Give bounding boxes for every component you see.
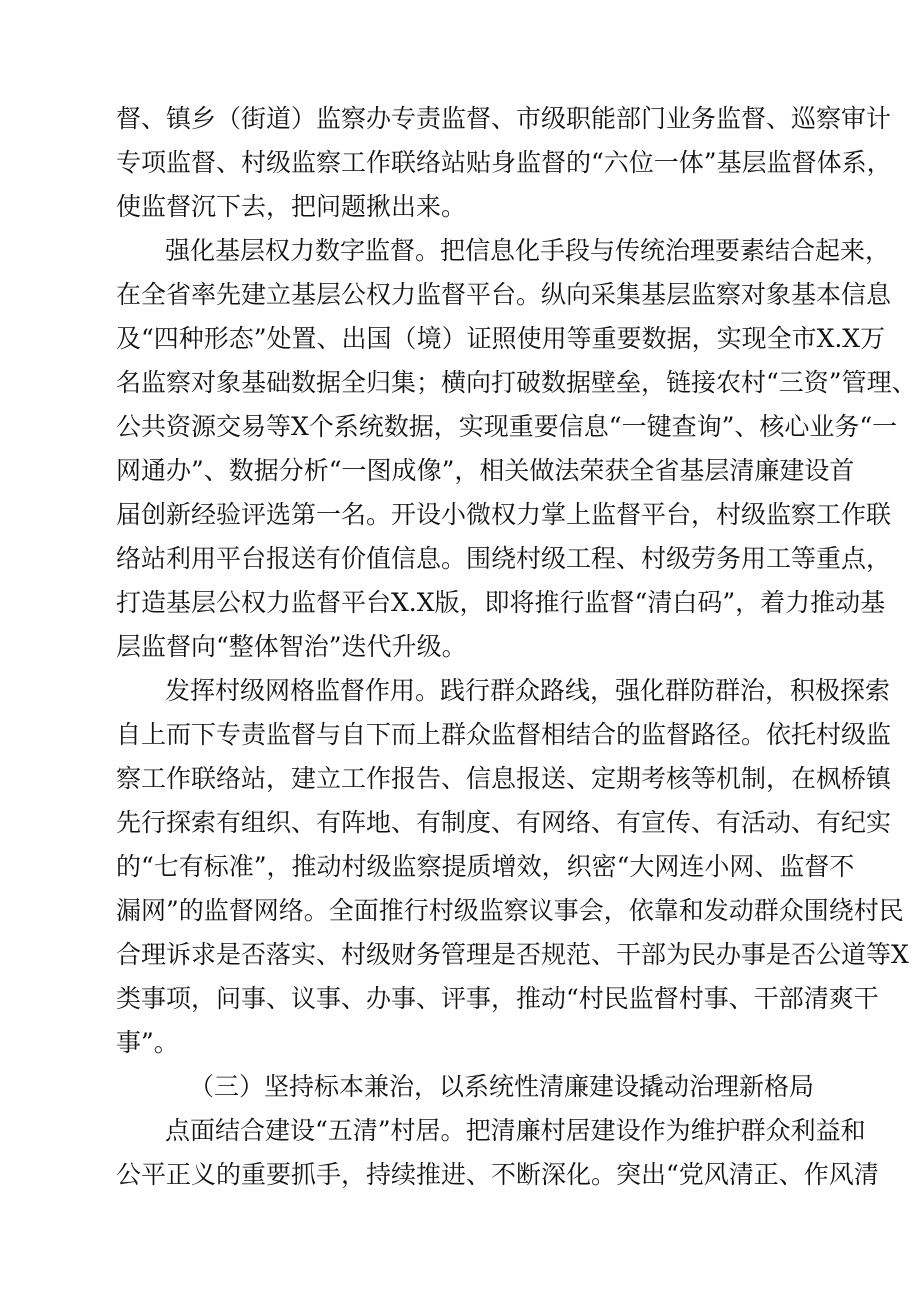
text-line-16: 察工作联络站，建立工作报告、信息报送、定期考核等机制，在枫桥镇 — [116, 764, 892, 793]
section-heading: （三）坚持标本兼治，以系统性清廉建设撬动治理新格局 — [189, 1072, 815, 1101]
text-line-18: 的“七有标准”，推动村级监察提质增效，织密“大网连小网、监督不 — [116, 852, 855, 881]
text-line-19: 漏网”的监督网络。全面推行村级监察议事会，依靠和发动群众围绕村民 — [116, 896, 904, 925]
text-line-7: 名监察对象基础数据全归集；横向打破数据壁垒，链接农村“三资”管理、 — [116, 368, 917, 397]
text-line-5: 在全省率先建立基层公权力监督平台。纵向采集基层监察对象基本信息 — [116, 280, 892, 309]
text-line-15: 自上而下专责监督与自下而上群众监督相结合的监督路径。依托村级监 — [116, 720, 892, 749]
text-line-17: 先行探索有组织、有阵地、有制度、有网络、有宣传、有活动、有纪实 — [116, 808, 892, 837]
text-line-20: 合理诉求是否落实、村级财务管理是否规范、干部为民办事是否公道等X — [116, 940, 909, 969]
text-line-3: 使监督沉下去，把问题揪出来。 — [116, 192, 467, 221]
text-line-9: 网通办”、数据分析“一图成像”，相关做法荣获全省基层清廉建设首 — [116, 456, 855, 485]
text-line-11: 络站利用平台报送有价值信息。围绕村级工程、村级劳务用工等重点， — [116, 544, 892, 573]
text-line-4: 强化基层权力数字监督。把信息化手段与传统治理要素结合起来， — [165, 236, 891, 265]
text-line-12: 打造基层公权力监督平台X.X版，即将推行监督“清白码”，着力推动基 — [116, 588, 886, 617]
text-line-22: 事”。 — [116, 1028, 179, 1057]
text-line-10: 届创新经验评选第一名。开设小微权力掌上监督平台，村级监察工作联 — [116, 500, 892, 529]
text-line-2: 专项监督、村级监察工作联络站贴身监督的“六位一体”基层监督体系， — [116, 148, 892, 177]
text-line-14: 发挥村级网格监督作用。践行群众路线，强化群防群治，积极探索 — [165, 676, 891, 705]
text-line-1: 督、镇乡（街道）监察办专责监督、市级职能部门业务监督、巡察审计 — [116, 104, 892, 133]
text-line-25: 公平正义的重要抓手，持续推进、不断深化。突出“党风清正、作风清 — [116, 1160, 879, 1189]
text-line-24: 点面结合建设“五清”村居。把清廉村居建设作为维护群众利益和 — [165, 1116, 866, 1145]
text-line-21: 类事项，问事、议事、办事、评事，推动“村民监督村事、干部清爽干 — [116, 984, 879, 1013]
text-line-6: 及“四种形态”处置、出国（境）证照使用等重要数据，实现全市X.X万 — [116, 324, 886, 353]
text-line-8: 公共资源交易等X个系统数据，实现重要信息“一键查询”、核心业务“一 — [116, 412, 898, 441]
text-line-13: 层监督向“整体智治”迭代升级。 — [116, 632, 467, 661]
